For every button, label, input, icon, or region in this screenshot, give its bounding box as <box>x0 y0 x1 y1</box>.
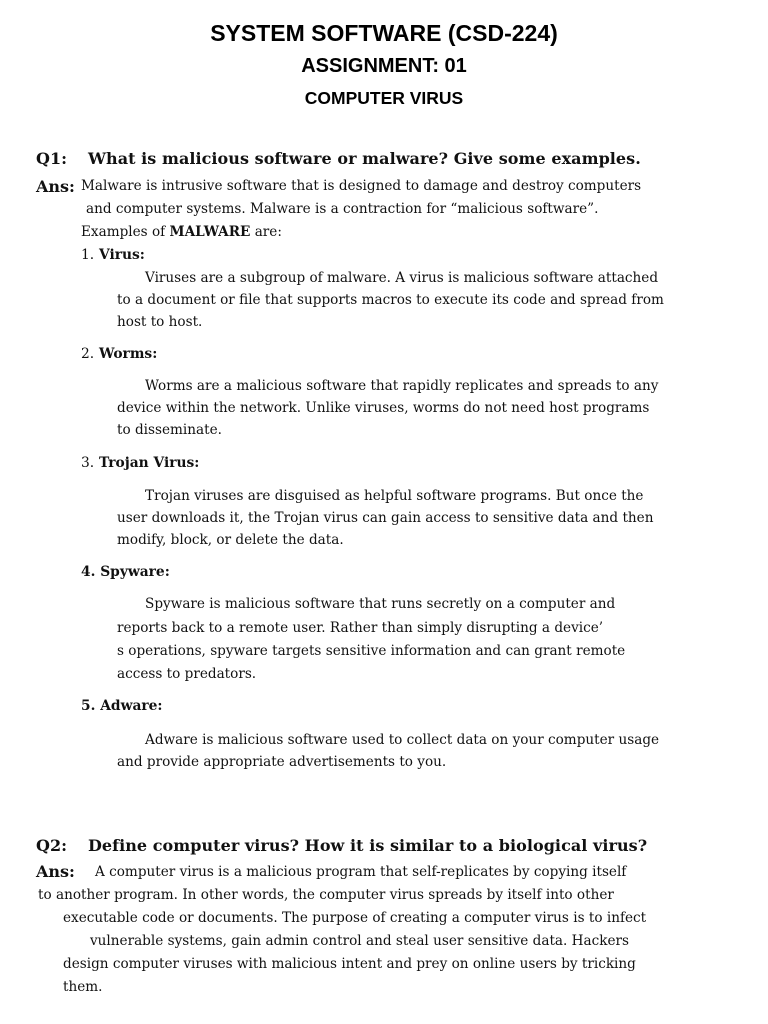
list-item-text: device within the network. Unlike viruses, worms do not need host programs <box>117 400 650 416</box>
q2-answer-line: executable code or documents. The purpose of creating a computer virus is to infect <box>63 910 647 926</box>
list-item-text: to disseminate. <box>117 422 222 438</box>
list-item-number: 2. <box>81 346 95 362</box>
list-item-text: access to predators. <box>117 666 257 682</box>
list-item-text: Adware is malicious software used to collect data on your computer usage <box>145 732 660 748</box>
list-item-text: to a document or file that supports macros to execute its code and spread from <box>117 292 664 308</box>
q2-answer-label: Ans: <box>36 862 75 881</box>
q1-question: What is malicious software or malware? Give some examples. <box>88 149 641 168</box>
list-item-title: Virus: <box>98 247 145 263</box>
q1-answer-line: Malware is intrusive software that is designed to damage and destroy computers <box>81 178 642 194</box>
q1-answer-line <box>81 224 282 240</box>
list-item-number: 5. <box>81 698 96 714</box>
q1-answer-line: and computer systems. Malware is a contraction for “malicious software”. <box>86 201 599 217</box>
topic-heading: COMPUTER VIRUS <box>304 88 464 108</box>
list-item-number: 4. <box>81 564 96 580</box>
list-item-heading <box>81 247 145 263</box>
assignment-heading: ASSIGNMENT: 01 <box>301 55 467 77</box>
malware-keyword: MALWARE <box>169 224 251 240</box>
list-item-text: Viruses are a subgroup of malware. A virus is malicious software attached <box>145 270 659 286</box>
q2-answer-line: them. <box>63 979 103 995</box>
q2-answer-line: A computer virus is a malicious program that self-replicates by copying itself <box>95 864 627 880</box>
list-item-text: Worms are a malicious software that rapidly replicates and spreads to any <box>145 378 659 394</box>
list-item-heading <box>81 346 157 362</box>
list-item-text: modify, block, or delete the data. <box>117 532 344 548</box>
list-item-number: 1. <box>81 247 95 263</box>
list-item-heading <box>81 564 170 580</box>
list-item-text: reports back to a remote user. Rather than simply disrupting a device’ <box>117 620 604 636</box>
q1-answer-label: Ans: <box>36 177 75 196</box>
list-item-text: s operations, spyware targets sensitive information and can grant remote <box>117 643 626 659</box>
q2-label: Q2: <box>36 836 68 855</box>
list-item-text: user downloads it, the Trojan virus can gain access to sensitive data and then <box>117 510 654 526</box>
list-item-title: Worms: <box>98 346 158 362</box>
list-item-number: 3. <box>81 455 95 471</box>
list-item-text: Trojan viruses are disguised as helpful software programs. But once the <box>145 488 644 504</box>
examples-suffix: are: <box>254 224 282 240</box>
list-item-text: host to host. <box>117 314 203 330</box>
document-title: SYSTEM SOFTWARE (CSD-224) <box>210 20 558 46</box>
examples-prefix: Examples of <box>81 224 166 240</box>
list-item-heading <box>81 455 199 471</box>
list-item-title: Trojan Virus: <box>98 455 200 471</box>
q2-answer-line: vulnerable systems, gain admin control and steal user sensitive data. Hackers <box>90 933 629 949</box>
list-item-title: Spyware: <box>100 564 170 580</box>
list-item-heading <box>81 698 163 714</box>
q2-answer-line: to another program. In other words, the computer virus spreads by itself into other <box>38 887 614 903</box>
list-item-title: Adware: <box>100 698 163 714</box>
q2-answer-line: design computer viruses with malicious intent and prey on online users by tricking <box>63 956 636 972</box>
list-item-text: and provide appropriate advertisements to you. <box>117 754 447 770</box>
q2-question: Define computer virus? How it is similar to a biological virus? <box>88 836 648 855</box>
q1-label: Q1: <box>36 149 68 168</box>
list-item-text: Spyware is malicious software that runs secretly on a computer and <box>145 596 616 612</box>
